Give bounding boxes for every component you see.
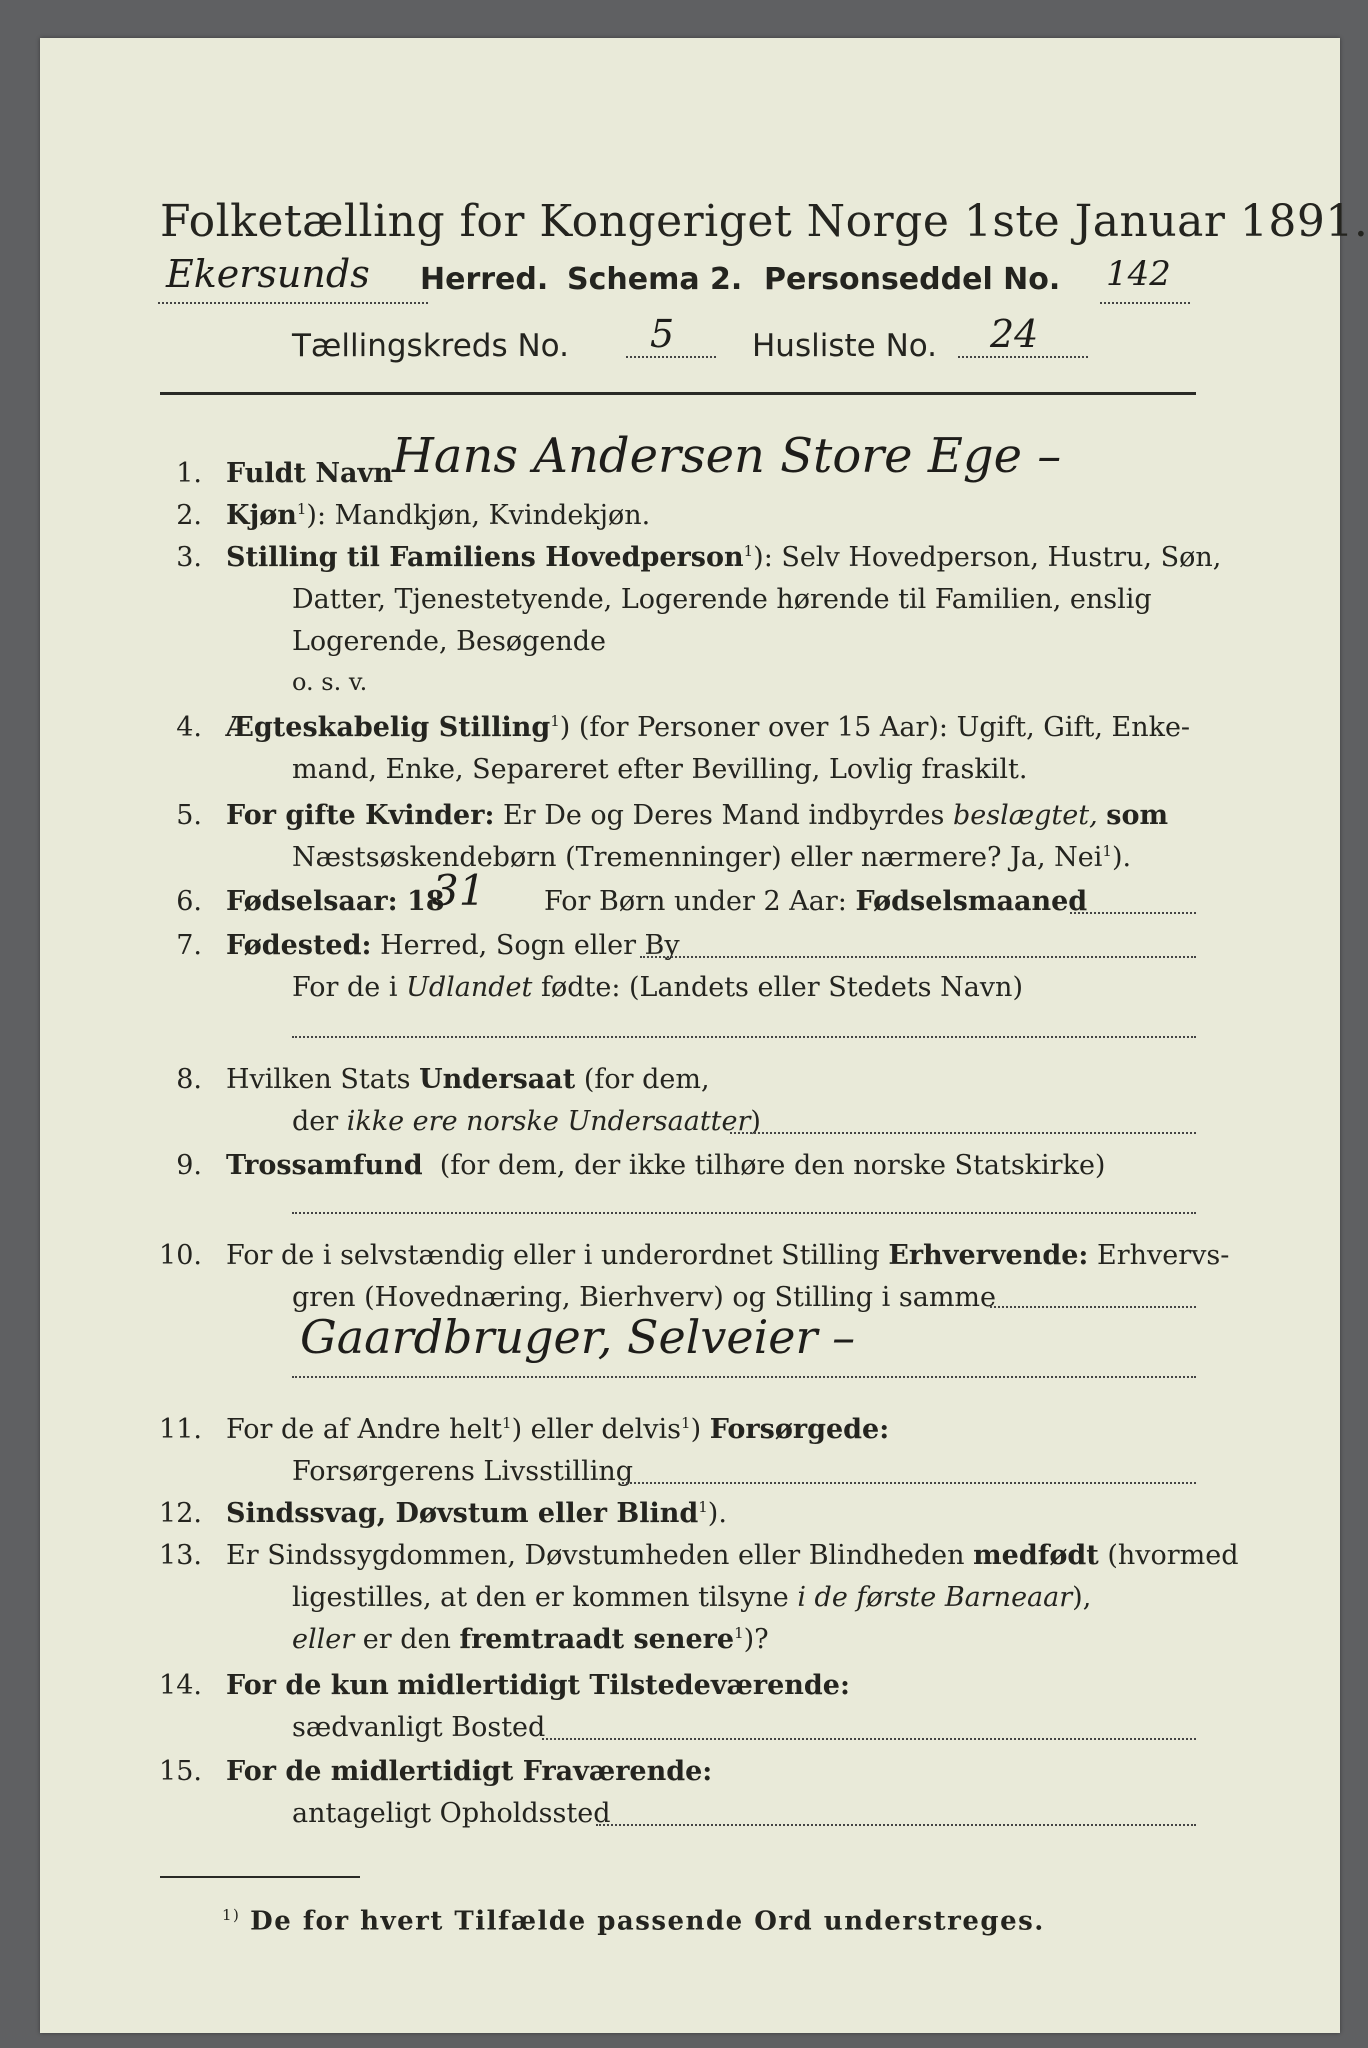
item-number: 9. <box>176 1150 202 1181</box>
dotted-line <box>990 1306 1196 1308</box>
dotted-line <box>1070 912 1196 914</box>
schema-label: Schema 2. <box>567 262 743 297</box>
marital-status-label: Ægteskabelig Stilling$^1$) (for Personer over 15 Aar): Ugift, Gift, Enke- <box>226 712 1191 743</box>
sex-label: Kjøn$^1$): Mandkjøn, Kvindekjøn. <box>226 500 651 531</box>
header-rule <box>160 392 1196 395</box>
probable-residence-label: antageligt Opholdssted <box>292 1798 611 1829</box>
item-number: 3. <box>176 542 202 573</box>
family-position-options: Datter, Tjenestetyende, Logerende hørende til Familien, enslig <box>292 584 1152 615</box>
congenital-question: Er Sindssygdommen, Døvstumheden eller Blindheden medfødt (hvormed <box>226 1540 1239 1571</box>
birth-month-label: For Børn under 2 Aar: Fødselsmaaned <box>544 886 1088 917</box>
occupation-value: Gaardbruger, Selveier – <box>300 1310 856 1364</box>
dotted-line <box>958 356 1088 358</box>
dotted-line <box>626 356 716 358</box>
birth-year-label: Fødselsaar: 18 <box>226 886 445 917</box>
form-title: Folketælling for Kongeriget Norge 1ste Januar 1891. <box>160 196 1368 247</box>
item-number: 14. <box>159 1670 202 1701</box>
item-number: 8. <box>176 1064 202 1095</box>
personseddel-value: 142 <box>1106 254 1171 294</box>
full-name-value: Hans Andersen Store Ege – <box>392 428 1062 484</box>
item-number: 6. <box>176 886 202 917</box>
item-number: 7. <box>176 930 202 961</box>
family-position-options: Logerende, Besøgende <box>292 626 606 657</box>
item-number: 5. <box>176 800 202 831</box>
congenital-question-cont: ligestilles, at den er kommen tilsyne i de første Barneaar), <box>292 1582 1092 1613</box>
foreign-birthplace-label: For de i Udlandet fødte: (Landets eller Stedets Navn) <box>292 972 1023 1003</box>
marital-status-options: mand, Enke, Separeret efter Bevilling, Lovlig fraskilt. <box>292 754 1028 785</box>
occupation-label: For de i selvstændig eller i underordnet Stilling Erhvervende: Erhvervs- <box>226 1240 1230 1271</box>
item-number: 4. <box>176 712 202 743</box>
full-name-label: Fuldt Navn <box>226 458 393 489</box>
herred-label: Herred. <box>420 262 549 297</box>
item-number: 15. <box>159 1756 202 1787</box>
dotted-line <box>292 1212 1196 1214</box>
temporary-absent-label: For de midlertidigt Fraværende: <box>226 1756 713 1787</box>
congenital-question-cont: eller er den fremtraadt senere$^1$)? <box>292 1624 769 1655</box>
dotted-line <box>622 1482 1196 1484</box>
footnote: $^{1)}$ De for hvert Tilfælde passende Ord understreges. <box>222 1906 1045 1937</box>
dotted-line <box>542 1738 1196 1740</box>
family-position-label: Stilling til Familiens Hovedperson$^1$): Selv Hovedperson, Hustru, Søn, <box>226 542 1222 573</box>
religion-label: Trossamfund (for dem, der ikke tilhøre den norske Statskirke) <box>226 1150 1106 1181</box>
married-women-options: Næstsøskendebørn (Tremenninger) eller nærmere? Ja, Nei$^1$). <box>292 842 1132 873</box>
kreds-label: Tællingskreds No. <box>292 328 569 364</box>
family-position-etc: o. s. v. <box>292 668 368 696</box>
dotted-line <box>640 956 1196 958</box>
item-number: 13. <box>159 1540 202 1571</box>
citizenship-qualifier: der ikke ere norske Undersaatter) <box>292 1106 761 1137</box>
dotted-line <box>596 1824 1196 1826</box>
citizenship-label: Hvilken Stats Undersaat (for dem, <box>226 1064 710 1095</box>
kreds-value: 5 <box>650 312 675 356</box>
disability-label: Sindssvag, Døvstum eller Blind$^1$). <box>226 1498 727 1529</box>
herred-value: Ekersunds <box>166 252 370 296</box>
provider-occupation-label: Forsørgerens Livsstilling <box>292 1456 634 1487</box>
dotted-line <box>158 302 428 304</box>
birth-year-value: 31 <box>432 866 486 915</box>
dotted-line <box>730 1132 1196 1134</box>
supported-label: For de af Andre helt$^1$) eller delvis$^1$) Forsørgede: <box>226 1414 890 1445</box>
item-number: 2. <box>176 500 202 531</box>
usual-residence-label: sædvanligt Bosted <box>292 1712 546 1743</box>
husliste-label: Husliste No. <box>752 328 938 364</box>
temporary-present-label: For de kun midlertidigt Tilstedeværende: <box>226 1670 850 1701</box>
dotted-line <box>292 1376 1196 1378</box>
married-women-question: For gifte Kvinder: Er De og Deres Mand indbyrdes beslægtet, som <box>226 800 1169 831</box>
personseddel-label: Personseddel No. <box>764 262 1061 297</box>
item-number: 12. <box>159 1498 202 1529</box>
item-number: 10. <box>159 1240 202 1271</box>
footnote-rule <box>160 1876 360 1878</box>
birthplace-label: Fødested: Herred, Sogn eller By <box>226 930 680 961</box>
item-number: 1. <box>176 458 202 489</box>
husliste-value: 24 <box>990 312 1039 356</box>
item-number: 11. <box>159 1414 202 1445</box>
dotted-line <box>292 1036 1196 1038</box>
occupation-sub-label: gren (Hovednæring, Bierhverv) og Stilling i samme <box>292 1282 997 1313</box>
dotted-line <box>1100 302 1190 304</box>
